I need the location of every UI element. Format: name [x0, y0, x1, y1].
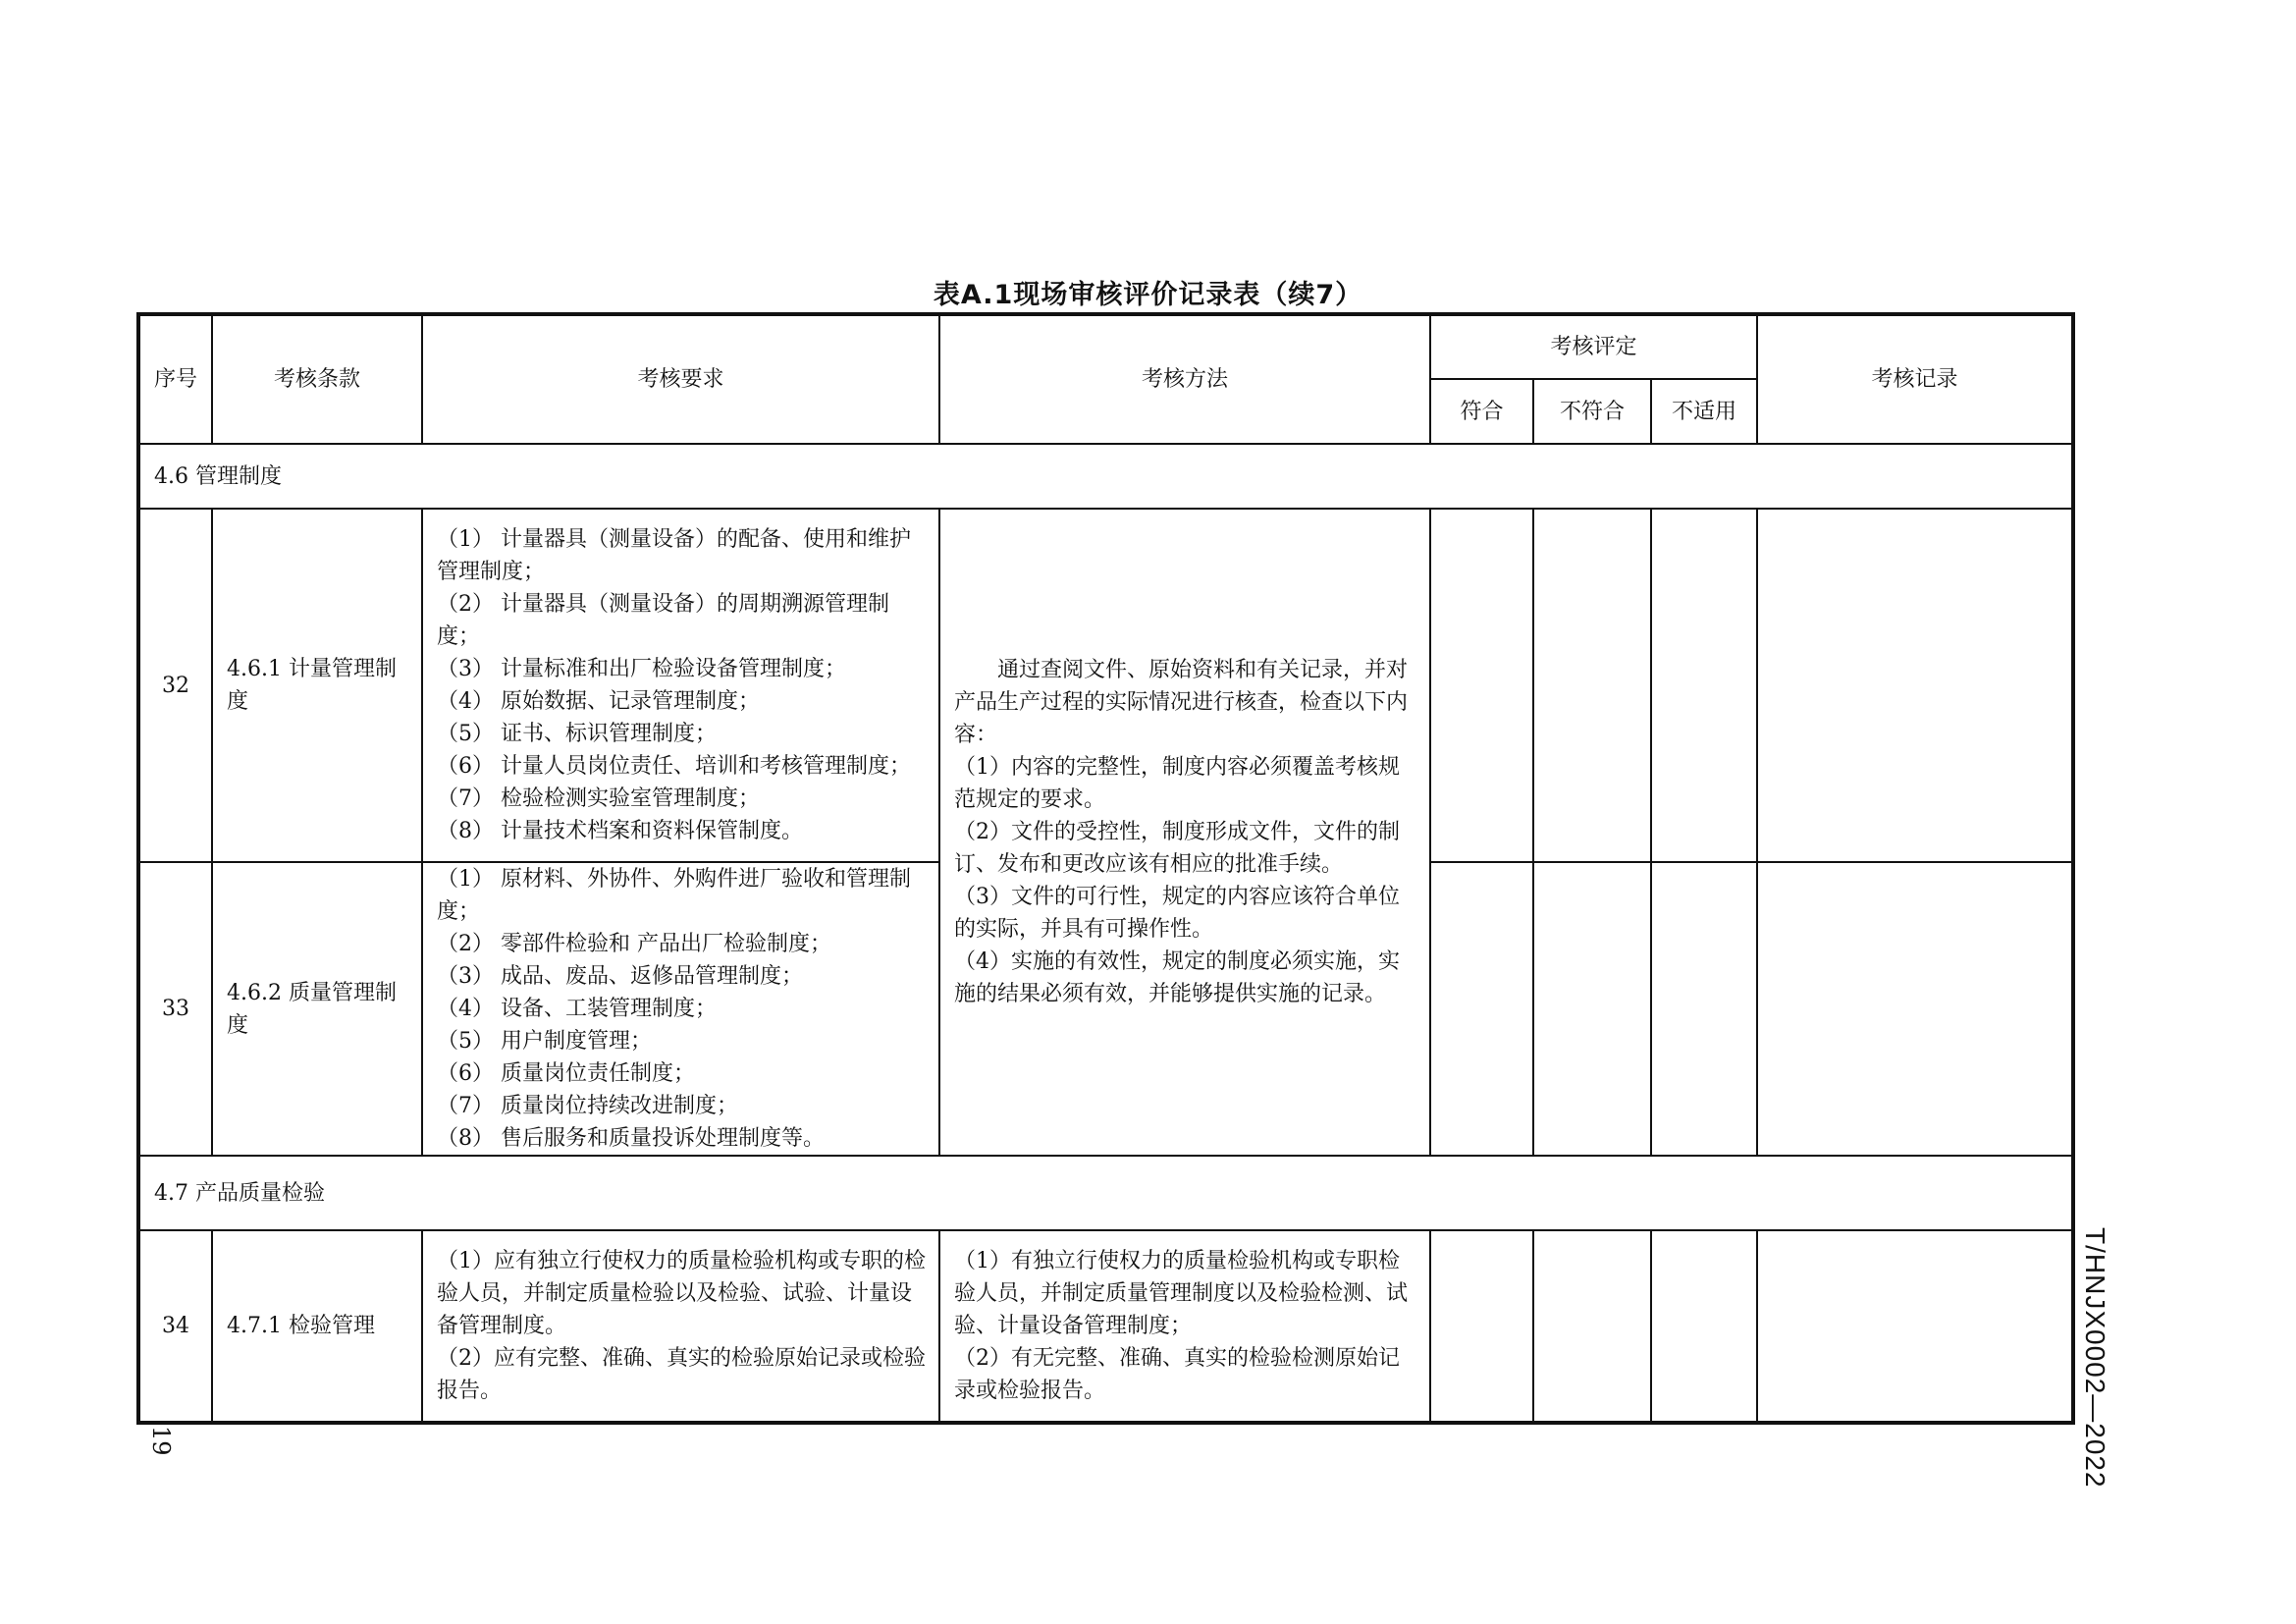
- method-line: （2）有无完整、准确、真实的检验检测原始记录或检验报告。: [954, 1346, 1400, 1403]
- requirement-line: （1）应有独立行使权力的质量检验机构或专职的检验人员，并制定质量检验以及检验、试验、计量设备管理制度。: [437, 1249, 926, 1338]
- method-line: （2）文件的受控性，制度形成文件，文件的制订、发布和更改应该有相应的批准手续。: [954, 820, 1400, 877]
- nonconform-cell[interactable]: [1533, 862, 1651, 1156]
- method-line: （3）文件的可行性，规定的内容应该符合单位的实际，并具有可操作性。: [954, 885, 1400, 942]
- na-cell[interactable]: [1651, 862, 1757, 1156]
- na-cell[interactable]: [1651, 509, 1757, 862]
- requirement-line: （4） 设备、工装管理制度；: [437, 997, 717, 1021]
- header-record: 考核记录: [1757, 314, 2073, 444]
- audit-record-table: [136, 312, 2075, 1425]
- record-cell[interactable]: [1757, 1230, 2073, 1423]
- requirement-line: （4） 原始数据、记录管理制度；: [437, 689, 760, 714]
- na-cell[interactable]: [1651, 1230, 1757, 1423]
- nonconform-cell[interactable]: [1533, 1230, 1651, 1423]
- requirement-line: （1） 计量器具（测量设备）的配备、使用和维护管理制度；: [437, 527, 911, 584]
- requirement-line: （6） 质量岗位责任制度；: [437, 1061, 695, 1086]
- header-evaluation: 考核评定: [1430, 314, 1757, 379]
- requirement-line: （7） 检验检测实验室管理制度；: [437, 786, 760, 811]
- requirement-line: （8） 计量技术档案和资料保管制度。: [437, 819, 803, 843]
- row-clause: 4.6.1 计量管理制度: [212, 509, 422, 862]
- requirement-line: （7） 质量岗位持续改进制度；: [437, 1094, 738, 1118]
- row-seq: 33: [138, 862, 212, 1156]
- requirement-line: （2） 零部件检验和 产品出厂检验制度；: [437, 932, 831, 956]
- row-requirements: [422, 509, 939, 862]
- row-requirements: [422, 1230, 939, 1423]
- requirement-line: （2） 计量器具（测量设备）的周期溯源管理制度；: [437, 592, 889, 649]
- row-seq: 32: [138, 509, 212, 862]
- header-requirement: 考核要求: [422, 314, 939, 444]
- record-cell[interactable]: [1757, 509, 2073, 862]
- row-requirements: [422, 862, 939, 1156]
- nonconform-cell[interactable]: [1533, 509, 1651, 862]
- section-heading-4-6: 4.6 管理制度: [138, 444, 2073, 509]
- requirement-line: （5） 证书、标识管理制度；: [437, 722, 717, 746]
- requirement-line: （5） 用户制度管理；: [437, 1029, 652, 1054]
- record-cell[interactable]: [1757, 862, 2073, 1156]
- row-clause: 4.6.2 质量管理制度: [212, 862, 422, 1156]
- header-conform: 符合: [1430, 379, 1533, 444]
- standard-code: T/HNJX0002—2022: [2080, 1227, 2110, 1489]
- method-line: （1）内容的完整性，制度内容必须覆盖考核规范规定的要求。: [954, 755, 1400, 812]
- conform-cell[interactable]: [1430, 509, 1533, 862]
- conform-cell[interactable]: [1430, 862, 1533, 1156]
- row-clause: 4.7.1 检验管理: [212, 1230, 422, 1423]
- conform-cell[interactable]: [1430, 1230, 1533, 1423]
- requirement-line: （1） 原材料、外协件、外购件进厂验收和管理制度；: [437, 867, 911, 924]
- table-caption: 表A.1现场审核评价记录表（续7）: [933, 280, 1363, 310]
- method-cell-4-6: [939, 509, 1430, 1156]
- method-line: 通过查阅文件、原始资料和有关记录，并对产品生产过程的实际情况进行核查，检查以下内容：: [954, 658, 1409, 747]
- header-nonconform: 不符合: [1533, 379, 1651, 444]
- table-row: [138, 1230, 2073, 1423]
- row-seq: 34: [138, 1230, 212, 1423]
- section-heading-4-7: 4.7 产品质量检验: [138, 1156, 2073, 1230]
- header-method: 考核方法: [939, 314, 1430, 444]
- requirement-line: （6） 计量人员岗位责任、培训和考核管理制度；: [437, 754, 911, 779]
- header-na: 不适用: [1651, 379, 1757, 444]
- method-line: （1）有独立行使权力的质量检验机构或专职检验人员，并制定质量管理制度以及检验检测、试验、计量设备管理制度；: [954, 1249, 1409, 1338]
- method-line: （4）实施的有效性，规定的制度必须实施，实施的结果必须有效，并能够提供实施的记录。: [954, 949, 1400, 1006]
- header-seq: 序号: [138, 314, 212, 444]
- requirement-line: （8） 售后服务和质量投诉处理制度等。: [437, 1126, 825, 1151]
- requirement-line: （3） 计量标准和出厂检验设备管理制度；: [437, 657, 846, 681]
- requirement-line: （3） 成品、废品、返修品管理制度；: [437, 964, 803, 989]
- page-number: 19: [147, 1426, 175, 1456]
- requirement-line: （2）应有完整、准确、真实的检验原始记录或检验报告。: [437, 1346, 926, 1403]
- table-row: [138, 509, 2073, 862]
- header-clause: 考核条款: [212, 314, 422, 444]
- row-methods: [939, 1230, 1430, 1423]
